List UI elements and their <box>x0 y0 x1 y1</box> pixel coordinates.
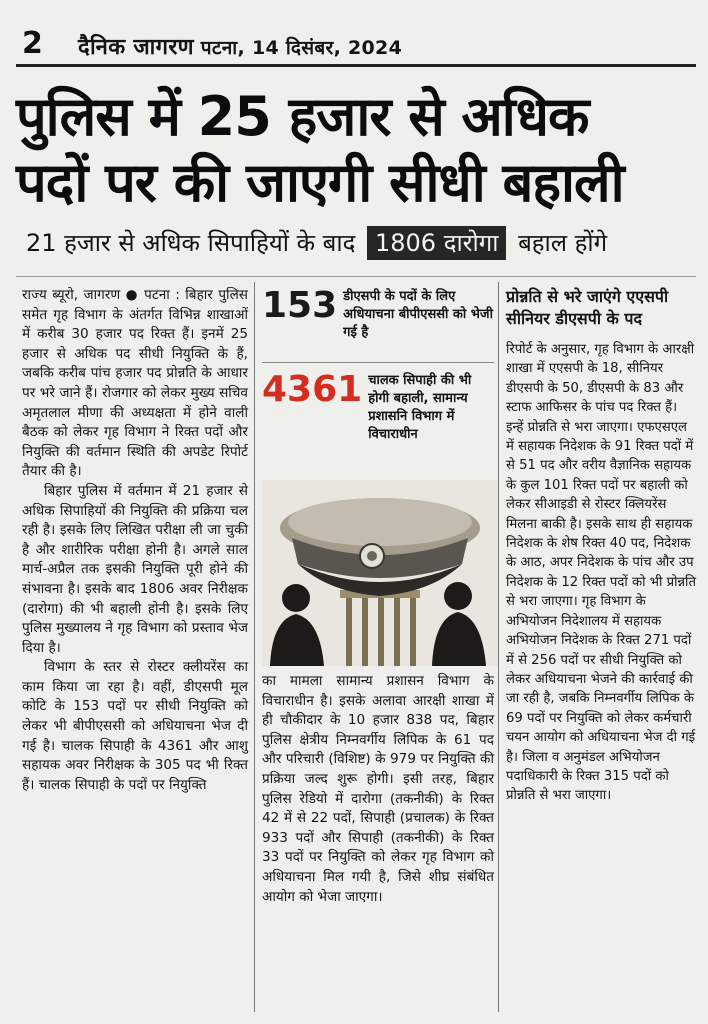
right-heading-line-2: सीनियर डीएसपी के पद <box>506 309 642 328</box>
subheadline-before: 21 हजार से अधिक सिपाहियों के बाद <box>26 229 356 257</box>
subhead-rule <box>16 276 696 277</box>
right-column-text: रिपोर्ट के अनुसार, गृह विभाग के आरक्षी शाखा में एएसपी के 18, सीनियर डीएसपी के 50, डीएसपी के 83 और स्टाफ आफिसर के पांच पद रिक्त हैं। इन्हें प्रोन्नति से भरा जाएगा। एफएसएल में सहायक निदेशक के 91 रिक्त पदों में से 51 पद और वरीय वैज्ञानिक सहायक के कुल 101 रिक्त पदों पर बहाली को लेकर सीआइडी से रोस्टर क्लियरेंस मिलना बाकी है। इसके साथ ही सहायक निदेशक के शेष रिक्त 40 पद, निदेशक के आठ, अपर निदेशक के पांच और उप निदेशक के 12 रिक्त पदों को भी प्रोन्नति से भरा जाएगा। गृह विभाग के अभियोजन निदेशालय में सहायक अभियोजन निदेशक के रिक्त 271 पदों में से 256 पदों पर सीधी नियुक्ति को लेकर अधियाचना भेजने की कार्रवाई की जा रही है, जबकि निम्नवर्गीय लिपिक के 69 पदों पर नियुक्ति को लेकर कर्मचारी चयन आयोग को अधियाचना भेज दी गई है। जिला व अनुमंडल अभियोजन पदाधिकारी के रिक्त 315 पदों को प्रोन्नति से भरा जाएगा। <box>506 342 696 804</box>
masthead <box>78 31 402 61</box>
headline-line-2: पदों पर की जाएगी सीधी बहाली <box>16 151 624 214</box>
left-column <box>22 286 248 795</box>
left-paragraph-3: विभाग के स्तर से रोस्टर क्लीयरेंस का काम किया जा रहा है। वहीं, डीएसपी मूल कोटि के 153 पदों पर सीधी नियुक्ति को लेकर भी बीपीएससी को अधियाचना भेज दी गई है। चालक सिपाही के 4361 और आशु सहायक अवर निरीक्षक के 305 पद भी रिक्त हैं। चालक सिपाही के पदों पर नियुक्ति <box>22 659 248 793</box>
top-rule <box>16 64 696 67</box>
dateline: पटना, 14 दिसंबर, 2024 <box>200 37 403 59</box>
stat-153-number: 153 <box>262 285 338 326</box>
subheadline <box>26 226 696 260</box>
left-paragraph-1: राज्य ब्यूरो, जागरण ● पटना : बिहार पुलिस समेत गृह विभाग के अंतर्गत विभिन्न शाखाओं में करीब 30 हजार पद रिक्त हैं। इनमें 25 हजार से अधिक पद सीधी नियुक्ति के हैं, जबकि करीब पांच हजार पद प्रोन्नति के आधार पर भरे जाने हैं। रोजगार को लेकर मुख्य सचिव अमृतलाल मीणा की अध्यक्षता में होने वाली बैठक को लेकर गृह विभाग ने रिक्त पदों और नियुक्ति की वर्तमान स्थिति की अपडेट रिपोर्ट तैयार की है। <box>22 287 248 480</box>
headline <box>16 84 696 216</box>
stat-4361-number: 4361 <box>262 369 363 410</box>
newspaper-name: दैनिक जागरण <box>78 35 194 60</box>
stat-box-4361 <box>262 370 494 444</box>
subheadline-after: बहाल होंगे <box>518 229 608 257</box>
police-cap-icon <box>262 480 498 666</box>
middle-paragraph: का मामला सामान्य प्रशासन विभाग के विचाराधीन है। इसके अलावा आरक्षी शाखा में ही चौकीदार के 10 हजार 838 पद, बिहार पुलिस क्षेत्रीय निम्नवर्गीय लिपिक के 61 पद और परिचारी (विशिष्ट) के 979 पर नियुक्ति की प्रक्रिया जल्द शुरू होगी। इसी तरह, बिहार पुलिस रेडियो में दारोगा (तकनीकी) के रिक्त 42 में से 22 पदों, सिपाही (प्रचालक) के रिक्त 933 पदों और सिपाही (तकनीकी) के रिक्त 33 पदों पर नियुक्ति को लेकर गृह विभाग को अधियाचना मिल गयी है, जिसे शीघ्र संबंधित आयोग को भेजा जाएगा। <box>262 673 494 905</box>
stat-box-153 <box>262 286 494 342</box>
police-cap-illustration <box>262 480 498 666</box>
right-heading-line-1: प्रोन्नति से भरे जाएंगे एएसपी <box>506 287 669 306</box>
left-paragraph-2: बिहार पुलिस में वर्तमान में 21 हजार से अधिक सिपाहियों की नियुक्ति की प्रक्रिया चल रही है। इसके लिए लिखित परीक्षा ली जा चुकी है और शारीरिक परीक्षा होनी है। अगले साल मार्च-अप्रैल तक इसकी नियुक्ति पूरी होने की संभावना है। इसके बाद 1806 अवर निरीक्षक (दारोगा) की भी बहाली होनी है। इसके लिए पुलिस मुख्यालय ने गृह विभाग को प्रस्ताव भेज दिया है। <box>22 482 248 656</box>
subheadline-highlight: 1806 दारोगा <box>367 226 506 260</box>
column-rule-right <box>498 282 499 1012</box>
stat-4361-caption: चालक सिपाही की भी होगी बहाली, सामान्य प्रशासनि विभाग में विचाराधीन <box>368 373 472 442</box>
middle-column-text <box>262 672 494 907</box>
stat-153-caption: डीएसपी के पदों के लिए अधियाचना बीपीएससी को भेजी गई है <box>343 289 493 340</box>
right-column <box>506 286 698 806</box>
headline-line-1: पुलिस में 25 हजार से अधिक <box>16 85 589 148</box>
page-number: 2 <box>22 26 43 61</box>
box-divider <box>262 362 494 363</box>
column-rule-left <box>254 282 255 1012</box>
